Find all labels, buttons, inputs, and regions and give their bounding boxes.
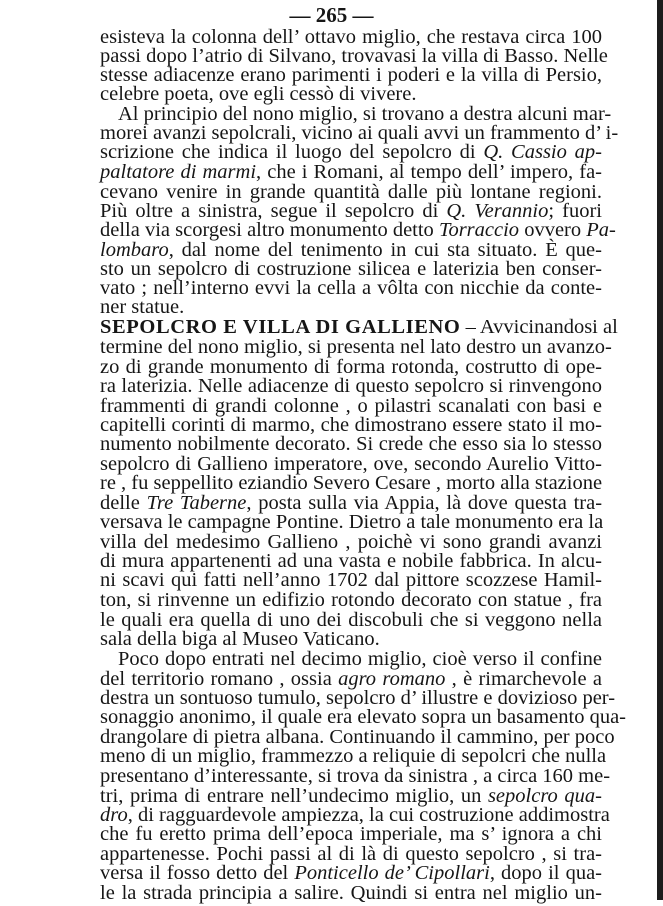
italic-text: Pa-	[586, 219, 616, 241]
text-segment: sto un sepolcro di costruzione silicea e laterizia ben conser-	[100, 258, 602, 280]
italic-text: Ponticello de’ Cipollari	[294, 862, 490, 884]
text-segment: tri, prima di entrare nell’undecimo miglio, un	[100, 785, 488, 807]
text-segment: scrizione che indica il luogo del sepolcro di	[100, 141, 484, 163]
text-segment: termine del nono miglio, si presenta nel lato destro un avanzo-	[100, 336, 612, 358]
text-segment: , di ragguardevole ampiezza, la cui costruzione addimostra	[127, 804, 610, 826]
text-segment: sala della biga al Museo Vaticano.	[100, 628, 380, 650]
italic-text: Tre Taberne	[146, 492, 247, 514]
text-segment: delle	[100, 492, 147, 514]
text-segment: Al principio del nono miglio, si trovano a destra alcuni mar-	[118, 103, 612, 125]
text-segment: morei avanzi sepolcrali, vicino ai quali avvi un frammento d’ i-	[100, 122, 619, 144]
text-segment: versava le campagne Pontine. Dietro a tale monumento era la	[100, 511, 604, 533]
italic-text: sepolcro qua-	[487, 785, 602, 807]
text-segment: frammenti di grandi colonne , o pilastri scanalati con basi e	[100, 395, 602, 417]
text-segment: sepolcro di Gallieno imperatore, ove, secondo Aurelio Vitto-	[100, 453, 602, 475]
text-segment: zo di grande monumento di forma rotonda, costrutto di ope-	[100, 356, 602, 378]
text-segment: meno di un miglio, frammezzo a reliquie di sepolcri che nulla	[100, 745, 607, 767]
page-number: — 265 —	[289, 3, 374, 27]
text-segment: cevano venire in grande quantità dalle più lontane regioni.	[100, 181, 602, 203]
text-segment: ; fuori	[548, 200, 603, 222]
text-segment: le la strada principia a salire. Quindi si entra nel miglio un-	[100, 882, 602, 904]
italic-text: Q. Verannio	[446, 200, 549, 222]
text-segment: , che i Romani, al tempo dell’ impero, fa-	[256, 161, 602, 183]
italic-text: lombaro	[100, 239, 169, 261]
text-segment: numento nobilmente decorato. Si crede che esso sia lo stesso	[100, 433, 602, 455]
text-segment: Più oltre a sinistra, segue il sepolcro di	[100, 200, 447, 222]
text-segment: drangolare di pietra albana. Continuando il cammino, per poco	[100, 726, 615, 748]
text-segment: ner statue.	[100, 296, 185, 318]
italic-text: agro romano	[338, 668, 446, 690]
text-segment: versa il fosso detto del	[100, 862, 295, 884]
text-segment: ni scavi qui fatti nell’anno 1702 dal pittore scozzese Hamil-	[100, 569, 602, 591]
italic-text: dro	[100, 804, 128, 826]
text-segment: , posta sulla via Appia, là dove questa tra-	[246, 492, 603, 514]
text-segment: esisteva la colonna dell’ ottavo miglio, che restava circa 100	[100, 26, 602, 48]
italic-text: Q. Cassio ap-	[483, 141, 602, 163]
italic-text: Torraccio	[438, 219, 520, 241]
text-segment: stesse adiacenze erano parimenti i poderi e la villa di Persio,	[100, 64, 602, 86]
text-segment: Poco dopo entrati nel decimo miglio, cioè verso il confine	[118, 648, 602, 670]
italic-text: paltatore di marmi	[100, 161, 257, 183]
text-segment: di mura appartenenti ad una vasta e nobile fabbrica. In alcu-	[100, 550, 602, 572]
text-line	[100, 881, 602, 906]
text-segment: re , fu seppellito eziandio Severo Cesare , morto alla stazione	[100, 472, 603, 494]
section-heading: SEPOLCRO E VILLA DI GALLIENO	[100, 316, 461, 338]
text-segment: destra un sontuoso tumulo, sepolcro d’ illustre e dovizioso per-	[100, 687, 616, 709]
text-segment: passi dopo l’atrio di Silvano, trovavasi la villa di Basso. Nelle	[100, 45, 608, 67]
text-segment: presentano d’interessante, si trova da sinistra , a circa 160 me-	[100, 765, 611, 787]
text-segment: vato ; nell’interno evvi la cella a vôlta con nicchie da conte-	[100, 277, 602, 299]
text-segment: villa del medesimo Gallieno , poichè vi sono grandi avanzi	[100, 531, 602, 553]
text-segment: , dopo il qua-	[489, 862, 602, 884]
text-segment: della via scorgesi altro monumento detto	[100, 219, 439, 241]
text-segment: – Avvicinandosi al	[460, 316, 618, 338]
text-segment: ovvero	[519, 219, 587, 241]
text-segment: ton, si rinvenne un edifizio rotondo decorato con statue , fra	[100, 589, 602, 611]
text-segment: del territorio romano , ossia	[100, 668, 339, 690]
text-segment: celebre poeta, ove egli cessò di vivere.	[100, 83, 417, 105]
text-segment: sonaggio anonimo, il quale era elevato sopra un basamento qua-	[100, 706, 627, 728]
text-segment: le quali era quella di uno dei discobuli che si veggono nella	[100, 609, 602, 631]
text-segment: che fu eretto prima dell’epoca imperiale, ma s’ ignora a chi	[100, 823, 602, 845]
text-segment: , è rimarchevole a	[445, 668, 602, 690]
text-segment: appartenesse. Pochi passi al di là di questo sepolcro , si tra-	[100, 843, 602, 865]
page-edge-shadow	[657, 0, 663, 900]
text-segment: capitelli corinti di marmo, che dimostrano essere stato il mo-	[100, 414, 602, 436]
text-segment: , dal nome del tenimento in cui sta situato. È que-	[168, 239, 602, 261]
text-segment: ra laterizia. Nelle adiacenze di questo sepolcro si rinvengono	[100, 375, 602, 397]
